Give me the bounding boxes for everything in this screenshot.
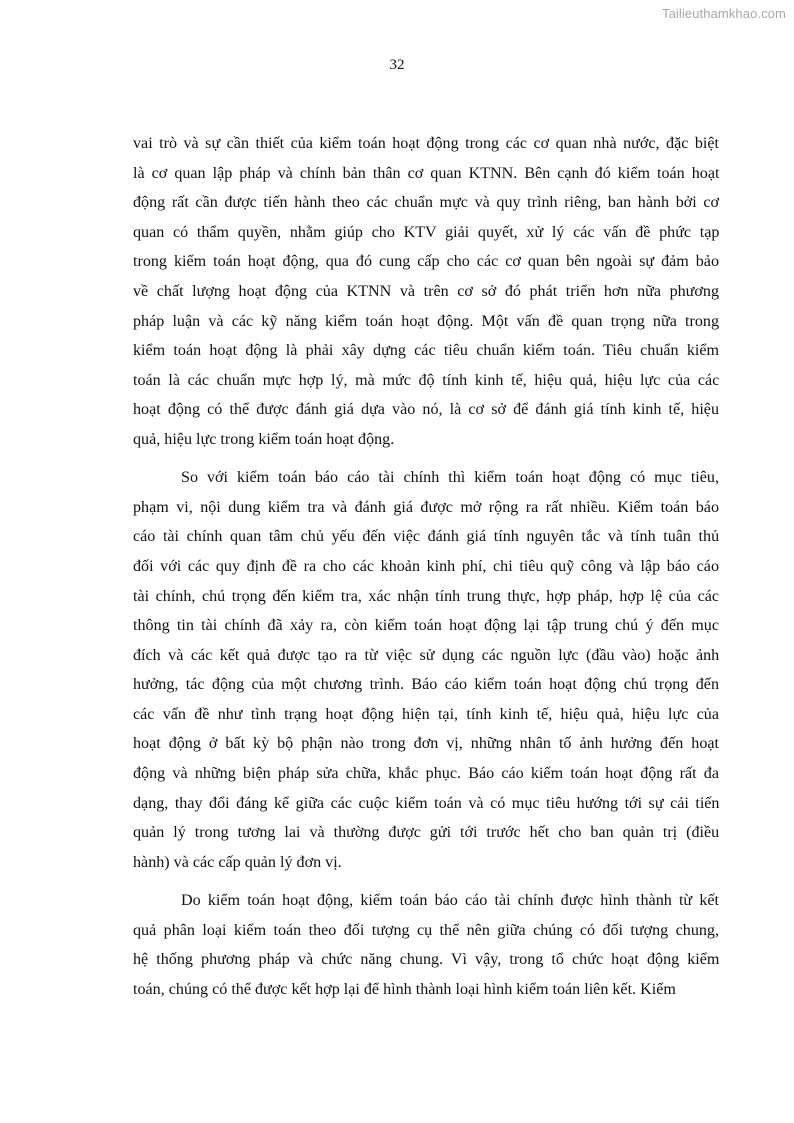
text-line: hoạt động ở bất kỳ bộ phận nào trong đơn vị, những nhân tố ảnh hưởng đến hoạt	[133, 735, 719, 753]
text-line: đối với các quy định đề ra cho các khoản kinh phí, chi tiêu quỹ công và lập báo cáo	[133, 557, 719, 575]
text-line: hệ thống phương pháp và chức năng chung. Vì vậy, trong tổ chức hoạt động kiểm	[133, 951, 720, 969]
paragraph	[133, 129, 719, 455]
text-line: phạm vi, nội dung kiểm tra và đánh giá được mở rộng ra rất nhiều. Kiểm toán báo	[133, 498, 719, 516]
text-line: dạng, thay đổi đáng kể giữa các cuộc kiểm toán và có mục tiêu hướng tới sự cải tiến	[133, 794, 720, 812]
watermark: Tailieuthamkhao.com	[661, 6, 786, 21]
text-line: động rất cần được tiến hành theo các chuẩn mực và quy trình riêng, ban hành bởi cơ	[133, 194, 719, 212]
text-line: quả, hiệu lực trong kiểm toán hoạt động.	[133, 430, 395, 448]
paragraph	[133, 463, 719, 877]
page-number: 32	[389, 57, 405, 73]
text-line: hoạt động có thể được đánh giá dựa vào nó, là cơ sở để đánh giá tính kinh tế, hiệu	[133, 401, 719, 419]
text-line: cáo tài chính quan tâm chủ yếu đến việc đánh giá tính nguyên tắc và tính tuân thủ	[133, 528, 720, 546]
text-line: pháp luận và các kỹ năng kiểm toán hoạt động. Một vấn đề quan trọng nữa trong	[133, 312, 719, 330]
text-line: tài chính, chú trọng đến kiểm tra, xác nhận tính trung thực, hợp pháp, hợp lệ của các	[133, 587, 719, 605]
text-line: đích và các kết quả được tạo ra từ việc sử dụng các nguồn lực (đầu vào) hoặc ảnh	[133, 646, 720, 664]
paragraph	[133, 886, 719, 1004]
text-line: So với kiểm toán báo cáo tài chính thì kiểm toán hoạt động có mục tiêu,	[181, 469, 719, 487]
document-body	[133, 129, 719, 1013]
text-line: quả phân loại kiểm toán theo đối tượng cụ thể nên giữa chúng có đối tượng chung,	[133, 921, 719, 939]
text-line: về chất lượng hoạt động của KTNN và trên cơ sở đó phát triển hơn nữa phương	[133, 282, 719, 300]
text-line: kiểm toán hoạt động là phải xây dựng các tiêu chuẩn kiểm toán. Tiêu chuẩn kiểm	[133, 342, 719, 360]
text-line: là cơ quan lập pháp và chính bản thân cơ quan KTNN. Bên cạnh đó kiểm toán hoạt	[133, 164, 720, 182]
text-line: vai trò và sự cần thiết của kiểm toán hoạt động trong các cơ quan nhà nước, đặc biệt	[133, 135, 719, 152]
text-line: quản lý trong tương lai và thường được gửi tới trước hết cho ban quản trị (điều	[133, 824, 720, 842]
text-line: động và những biện pháp sửa chữa, khắc phục. Báo cáo kiểm toán hoạt động rất đa	[133, 765, 719, 783]
text-line: trong kiểm toán hoạt động, qua đó cung cấp cho các cơ quan bên ngoài sự đảm bảo	[133, 253, 719, 271]
text-line: Do kiểm toán hoạt động, kiểm toán báo cáo tài chính được hình thành từ kết	[181, 892, 719, 910]
text-line: quan có thẩm quyền, nhằm giúp cho KTV giải quyết, xử lý các vấn đề phức tạp	[133, 223, 720, 241]
text-line: hưởng, tác động của một chương trình. Báo cáo kiểm toán hoạt động chú trọng đến	[133, 676, 719, 694]
text-line: toán, chúng có thể được kết hợp lại để hình thành loại hình kiểm toán liên kết. Kiểm	[133, 980, 676, 998]
text-line: toán là các chuẩn mực hợp lý, mà mức độ tính kinh tế, hiệu quả, hiệu lực của các	[133, 371, 720, 389]
text-line: hành) và các cấp quản lý đơn vị.	[133, 853, 342, 871]
text-line: thông tin tài chính đã xảy ra, còn kiểm toán hoạt động lại tập trung chú ý đến mục	[133, 617, 719, 635]
text-line: các vấn đề như tình trạng hoạt động hiện tại, tính kinh tế, hiệu quả, hiệu lực của	[133, 705, 719, 723]
